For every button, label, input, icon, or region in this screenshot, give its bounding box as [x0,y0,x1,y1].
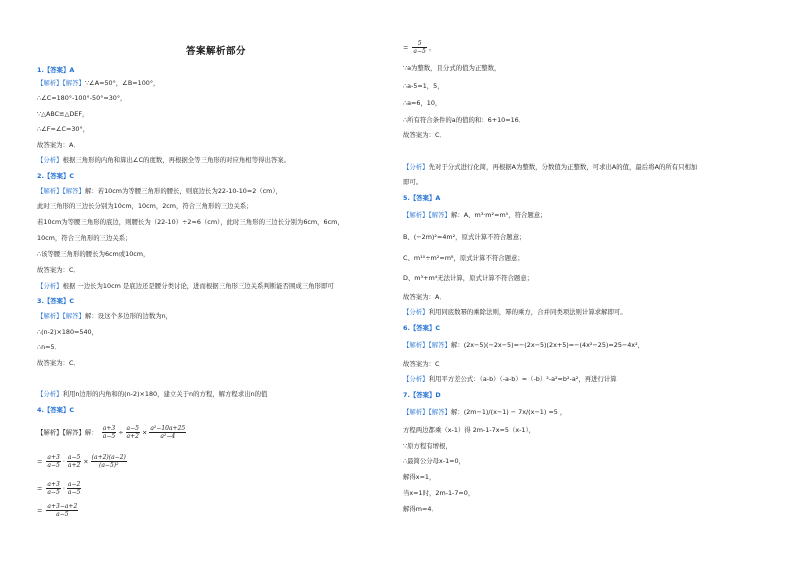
q1-analysis: 【分析】根据三角形的内角和算出∠C的度数，再根据全等三角形的对应角相等得出答案。 [37,156,291,164]
q7-answer-label: 7.【答案】D [403,391,441,399]
q4-eq-sign: = [37,506,43,515]
q4-eq-line-1: 【解析】【解答】解： $\frac{a+3}{a-5}$ ÷ $\frac{a-5}{a+2}$ × $\frac{\text{a²−10a+25}}{\text{a²−4}}$ [37,425,186,440]
q6-line-2: 故答案为：C [403,360,440,368]
q2-line-6: 故答案为：C． [37,266,80,274]
r-line-1: ∵a为整数，且分式的值为正整数， [403,64,501,72]
q5-line-2: B、(−2m)²=4m²，原式计算不符合题意； [403,233,526,241]
q1-line-5: 故答案为：A． [37,141,80,149]
q2-line-5: ∴该等腰三角形的腰长为6cm或10cm， [37,250,150,258]
q4-prefix: 【解析】【解答】解： [37,428,98,437]
r-eq-sign: = [403,43,409,52]
r-line-3: ∴a=6，10， [403,99,442,107]
q2-line-3: 若10cm为等腰三角形的底边，则腰长为（22-10）÷2=6（cm），此时三角形的三边长分别为6cm，6cm， [37,218,344,226]
q5-line-3: C、m¹⁰÷m²=m⁸，原式计算不符合题意； [403,254,524,262]
q3-analysis: 【分析】利用n边形的内角和的(n-2)×180，建立关于n的方程，解方程求出n的值 [37,390,268,398]
q6-line-1: 【解析】【解答】解：(2x−5)(−2x−5)=−(2x−5)(2x+5)=−(4x²−25)=25−4x²， [403,341,645,349]
page-title: 答案解析部分 [186,46,247,57]
q4-eq-line-2: = $\frac{a+3}{a-5}$ · $\frac{a-5}{a+2}$ × $\frac{(a+2)(a-2)}{\text{(a−5)²}}$ [37,454,126,469]
q1-line-1: 【解析】【解答】∵∠A=50°，∠B=100°， [37,79,160,87]
q2-analysis: 【分析】根据 一边长为10cm 是底边还是腰分类讨论，进而根据三角形三边关系判断能否围成三角形即可 [37,282,334,290]
q3-answer-label: 3.【答案】C [37,297,75,305]
q7-line-5: 解得x=1， [403,473,436,481]
r-line-2: ∴a-5=1，5， [403,82,444,90]
q7-line-3: ∵原方程有增根， [403,442,452,450]
q4-answer-label: 4.【答案】C [37,406,75,414]
q7-line-7: 解得m=4． [403,505,438,513]
q1-line-4: ∴∠F=∠C=30°， [37,125,90,133]
q5-answer-label: 5.【答案】A [403,194,441,202]
q1-line-3: ∵△ABC≌△DEF， [37,110,89,118]
q3-line-1: 【解析】【解答】解：设这个多边形的边数为n， [37,312,173,320]
q7-line-6: 当x=1时，2m-1-7=0， [403,489,475,497]
q4-eq-line-3: = $\frac{a+3}{a-5}$ · $\frac{a-2}{a-5}$ [37,481,81,496]
q2-line-2: 此时三角形的三边长分别为10cm，10cm，2cm，符合三角形的三边关系； [37,202,253,210]
q7-line-4: ∴最简公分母x-1=0， [403,457,465,465]
q5-line-5: 故答案为：A． [403,293,446,301]
q6-answer-label: 6.【答案】C [403,324,441,332]
q5-line-1: 【解析】【解答】解：A、m³·m²=m⁵，符合题意； [403,211,547,219]
r-line-5: 故答案为：C． [403,131,446,139]
q4-eq-line-4: = $\frac{a+3-a+2}{a-5}$ [37,503,78,518]
q2-line-1: 【解析】【解答】解：若10cm为等腰三角形的腰长，则底边长为22-10-10=2（cm）， [37,187,282,195]
q1-answer-label: 1.【答案】A [37,66,75,74]
r-line-0: = $\frac{5}{a-5}$ ， [403,40,436,55]
q4-eq-sign: = [37,484,43,493]
q3-line-2: ∴(n-2)×180=540， [37,328,98,336]
q3-line-3: ∴n=5． [37,343,61,351]
q1-line-2: ∴∠C=180°-100°-50°=30°， [37,94,127,102]
q7-line-1: 【解析】【解答】解：(2m−1)/(x−1) − 7x/(x−1) =5 ， [403,408,567,416]
q4-eq-sign: = [37,457,43,466]
q5-line-4: D、m³+m⁴无法计算，原式计算不符合题意； [403,274,534,282]
r-analysis-1: 【分析】先对于分式进行化简，再根据A为整数，分数值为正整数，可求出A的值，最后将A的所有只相加 [403,163,698,171]
r-analysis-2: 即可。 [403,178,423,186]
q5-analysis: 【分析】利用同底数幂的乘除法则，幂的乘方，合并同类项法则计算求解即可。 [403,308,627,316]
q2-answer-label: 2.【答案】C [37,172,75,180]
q2-line-4: 10cm，符合三角形的三边关系； [37,234,132,242]
r-line-4: ∴所有符合条件的a的值的和：6+10=16． [403,116,526,124]
q6-analysis: 【分析】利用平方差公式：（a-b）（-a-b）=（-b）²-a²=b²-a²，再进行计算 [403,375,617,383]
q3-line-4: 故答案为：C． [37,359,80,367]
q7-line-2: 方程两边都乘（x-1）得 2m-1-7x=5（x-1）， [403,426,536,434]
